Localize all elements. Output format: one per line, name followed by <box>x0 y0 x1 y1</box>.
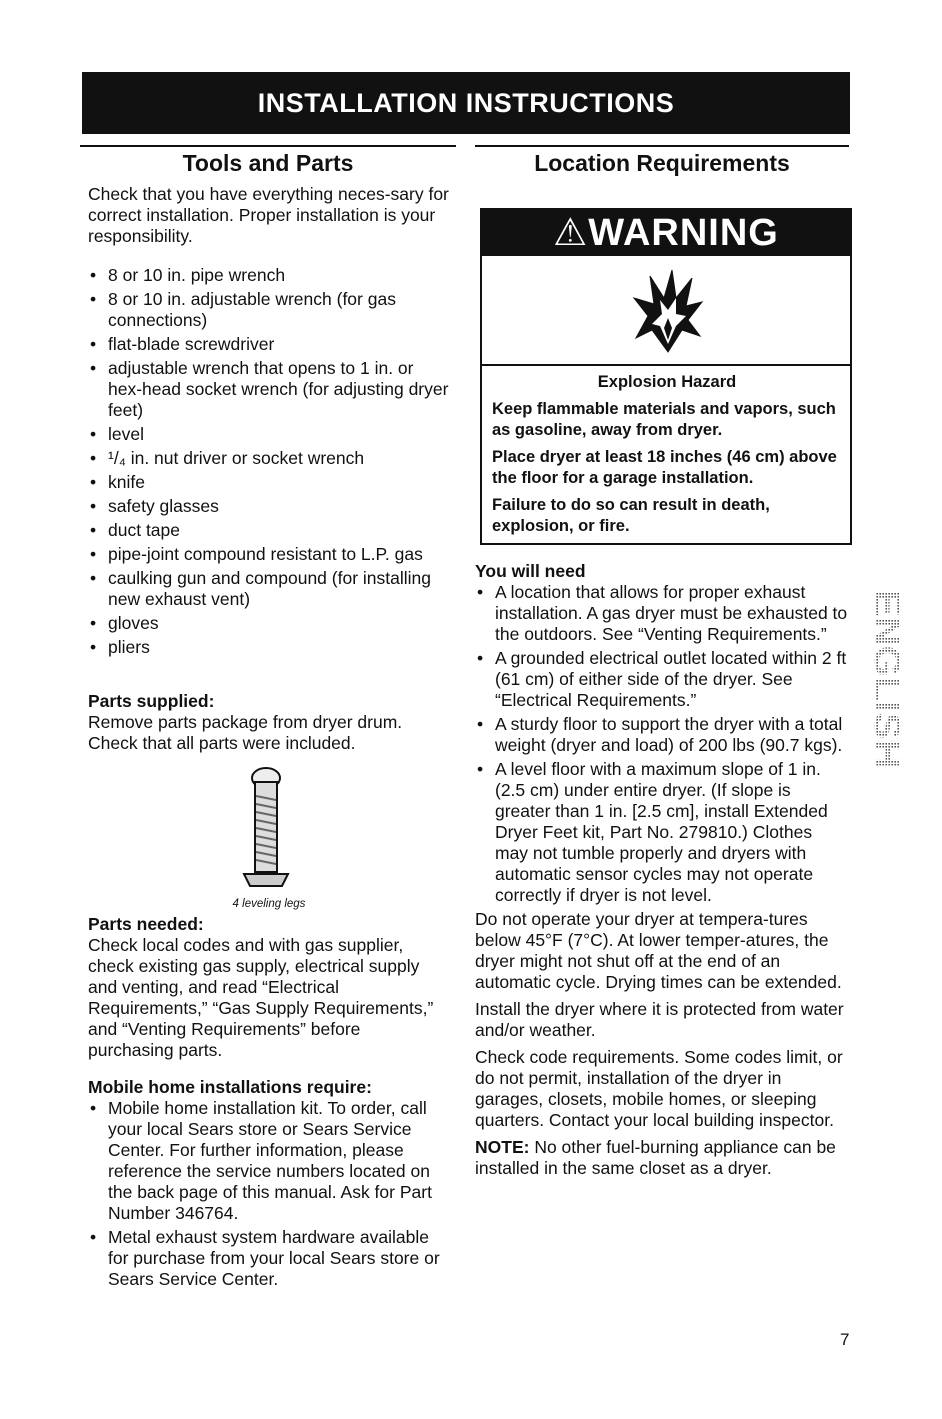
page-number: 7 <box>840 1330 850 1349</box>
warning-label: ⚠WARNING <box>482 210 850 256</box>
you-will-need-title: You will need <box>475 561 586 581</box>
leveling-legs-figure <box>88 764 450 894</box>
list-item: • A sturdy floor to support the dryer with a total weight (dryer and load) of 200 lbs (90.7 kgs). <box>475 714 849 756</box>
warning-body <box>482 366 850 543</box>
leveling-leg-icon <box>238 764 294 894</box>
parts-supplied-title: Parts supplied: <box>88 691 215 711</box>
parts-needed-text: Check local codes and with gas supplier, check existing gas supply, electrical supply and venting, and read “Electrical Requirements,” “Gas Supply Requirements,” and “Venting Requirements” before purchasing parts. <box>88 935 434 1060</box>
warning-title: Explosion Hazard <box>597 373 737 391</box>
list-item: • caulking gun and compound (for installing new exhaust vent) <box>88 568 450 610</box>
english-side-tab <box>848 590 908 770</box>
list-item: • 8 or 10 in. adjustable wrench (for gas connections) <box>88 289 450 331</box>
list-item: • A level floor with a maximum slope of 1 in. (2.5 cm) under entire dryer. (If slope is greater than 1 in. [2.5 cm], install Extended Dryer Feet kit, Part No. 279810.) Clothes may not tumble properly and dryers with automatic sensor cycles may not operate correctly if dryer is not level. <box>475 759 849 906</box>
list-item: • gloves <box>88 613 450 634</box>
warning-line: Place dryer at least 18 inches (46 cm) above the floor for a garage installation. <box>492 448 837 487</box>
list-item: • knife <box>88 472 450 493</box>
list-item: • 8 or 10 in. pipe wrench <box>88 265 450 286</box>
list-item: • A location that allows for proper exhaust installation. A gas dryer must be exhausted to the outdoors. See “Venting Requirements.” <box>475 582 849 645</box>
temperature-paragraph: Do not operate your dryer at tempera-tures below 45°F (7°C). At lower temper-atures, the dryer might not shut off at the end of an automatic cycle. Drying times can be extended. <box>475 909 842 992</box>
list-item: • A grounded electrical outlet located within 2 ft (61 cm) of either side of the dryer. See “Electrical Requirements.” <box>475 648 849 711</box>
warning-line: Keep flammable materials and vapors, such as gasoline, away from dryer. <box>492 400 836 439</box>
list-item: • pipe-joint compound resistant to L.P. gas <box>88 544 450 565</box>
list-item: • flat-blade screwdriver <box>88 334 450 355</box>
mobile-home-title: Mobile home installations require: <box>88 1077 372 1097</box>
list-item: • safety glasses <box>88 496 450 517</box>
list-item: • Metal exhaust system hardware available for purchase from your local Sears store or Sears Service Center. <box>88 1227 450 1290</box>
parts-needed-title: Parts needed: <box>88 914 204 934</box>
tools-list <box>88 265 450 658</box>
code-paragraph: Check code requirements. Some codes limit, or do not permit, installation of the dryer in garages, closets, mobile homes, or sleeping quarters. Contact your local building inspector. <box>475 1047 843 1130</box>
explosion-icon <box>632 268 704 354</box>
warning-box <box>480 208 852 545</box>
location-heading: Location Requirements <box>475 145 849 176</box>
note-text: No other fuel-burning appliance can be installed in the same closet as a dryer. <box>475 1137 836 1178</box>
figure-caption: 4 leveling legs <box>232 898 306 910</box>
list-item: • duct tape <box>88 520 450 541</box>
list-item: • Mobile home installation kit. To order, call your local Sears store or Sears Service Center. For further information, please reference the service numbers located on the back page of this manual. Ask for Part Number 346764. <box>88 1098 450 1224</box>
list-item: • adjustable wrench that opens to 1 in. or hex-head socket wrench (for adjusting dryer feet) <box>88 358 450 421</box>
tools-and-parts-column <box>88 145 450 1293</box>
warning-line: Failure to do so can result in death, explosion, or fire. <box>492 496 770 535</box>
list-item: • pliers <box>88 637 450 658</box>
side-tab-label: ENGLISH <box>867 590 908 751</box>
weather-paragraph: Install the dryer where it is protected from water and/or weather. <box>475 999 844 1040</box>
list-item: • ¹/₄ in. nut driver or socket wrench <box>88 448 450 469</box>
you-will-need-list <box>475 582 849 906</box>
note-paragraph <box>475 1137 849 1179</box>
mobile-home-list <box>88 1098 450 1290</box>
parts-supplied-text: Remove parts package from dryer drum. Check that all parts were included. <box>88 712 403 753</box>
tools-heading: Tools and Parts <box>80 145 456 176</box>
list-item: • level <box>88 424 450 445</box>
page-banner: INSTALLATION INSTRUCTIONS <box>82 72 850 134</box>
location-requirements-column <box>475 145 849 1179</box>
tools-intro: Check that you have everything neces-sary for correct installation. Proper installation is your responsibility. <box>88 184 449 246</box>
note-label: NOTE: <box>475 1137 530 1157</box>
